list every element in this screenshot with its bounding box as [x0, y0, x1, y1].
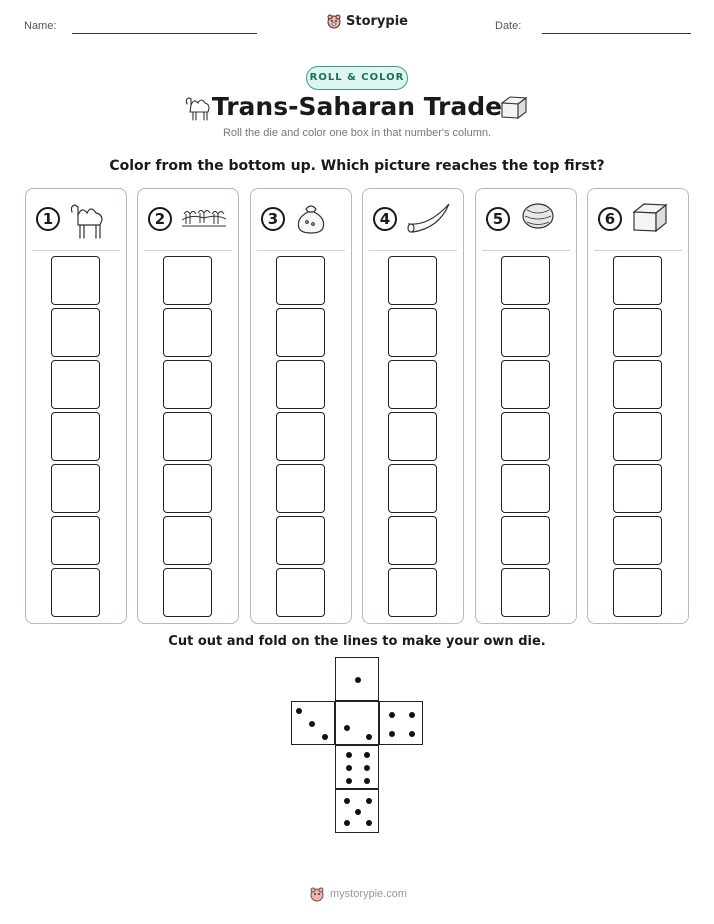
color-box[interactable] [388, 568, 437, 617]
column-number: 5 [486, 207, 510, 231]
color-box[interactable] [613, 360, 662, 409]
brand-name: Storypie [346, 13, 408, 29]
color-box[interactable] [51, 308, 100, 357]
color-box[interactable] [388, 516, 437, 565]
color-box[interactable] [163, 412, 212, 461]
color-box[interactable] [613, 464, 662, 513]
color-box[interactable] [276, 464, 325, 513]
column-number: 4 [373, 207, 397, 231]
die-face-6 [335, 745, 379, 789]
footer-url[interactable]: mystorypie.com [330, 888, 408, 900]
die-pip [389, 731, 395, 737]
die-pip [366, 734, 372, 740]
subtitle: Roll the die and color one box in that number's column. [222, 127, 492, 139]
color-box[interactable] [388, 412, 437, 461]
name-line[interactable] [72, 33, 257, 34]
color-box[interactable] [613, 516, 662, 565]
color-box[interactable] [163, 256, 212, 305]
color-box[interactable] [51, 412, 100, 461]
ivory-tusk-icon [405, 200, 455, 238]
color-box[interactable] [388, 360, 437, 409]
die-pip [355, 677, 361, 683]
column-number: 1 [36, 207, 60, 231]
color-box[interactable] [276, 360, 325, 409]
color-box[interactable] [501, 568, 550, 617]
color-box[interactable] [276, 412, 325, 461]
color-box[interactable] [276, 568, 325, 617]
column-number: 2 [148, 207, 172, 231]
die-face-4 [379, 701, 423, 745]
die-face-5 [335, 789, 379, 833]
die-pip [344, 798, 350, 804]
storypie-mascot-icon [309, 886, 325, 902]
die-pip [389, 712, 395, 718]
color-box[interactable] [51, 516, 100, 565]
die-pip [309, 721, 315, 727]
salt-block-icon [499, 94, 529, 120]
color-box[interactable] [163, 360, 212, 409]
color-box[interactable] [163, 464, 212, 513]
die-pip [409, 712, 415, 718]
page-title: Trans-Saharan Trade [211, 92, 503, 121]
date-label: Date: [495, 20, 522, 32]
color-box[interactable] [388, 308, 437, 357]
color-box[interactable] [51, 360, 100, 409]
column-3 [250, 188, 352, 624]
column-divider [594, 250, 682, 251]
die-pip [409, 731, 415, 737]
storypie-mascot-icon [326, 13, 342, 29]
name-label: Name: [24, 20, 57, 32]
die-pip [364, 765, 370, 771]
date-line[interactable] [542, 33, 691, 34]
color-box[interactable] [51, 256, 100, 305]
column-2 [137, 188, 239, 624]
color-box[interactable] [276, 256, 325, 305]
kola-nut-icon [518, 200, 558, 236]
column-divider [369, 250, 457, 251]
die-face-1 [335, 657, 379, 701]
color-box[interactable] [51, 568, 100, 617]
color-box[interactable] [163, 568, 212, 617]
die-pip [355, 809, 361, 815]
die-pip [364, 752, 370, 758]
column-number: 6 [598, 207, 622, 231]
color-box[interactable] [501, 412, 550, 461]
money-bag-icon [293, 200, 329, 240]
color-box[interactable] [613, 256, 662, 305]
column-divider [482, 250, 570, 251]
footer [309, 886, 407, 902]
caravan-icon [180, 200, 228, 236]
die-pip [346, 778, 352, 784]
column-5 [475, 188, 577, 624]
die-pip [346, 752, 352, 758]
column-6 [587, 188, 689, 624]
die-pip [364, 778, 370, 784]
die-pip [344, 820, 350, 826]
die-face-2 [335, 701, 379, 745]
color-box[interactable] [501, 360, 550, 409]
salt-block-icon [630, 200, 670, 238]
color-box[interactable] [388, 256, 437, 305]
color-box[interactable] [51, 464, 100, 513]
die-pip [346, 765, 352, 771]
color-box[interactable] [501, 464, 550, 513]
cut-instruction: Cut out and fold on the lines to make your own die. [168, 634, 546, 649]
die-pip [296, 708, 302, 714]
color-box[interactable] [613, 568, 662, 617]
column-divider [257, 250, 345, 251]
die-pip [366, 798, 372, 804]
activity-badge: ROLL & COLOR [306, 66, 408, 90]
color-box[interactable] [613, 308, 662, 357]
color-box[interactable] [163, 308, 212, 357]
color-box[interactable] [501, 256, 550, 305]
column-1 [25, 188, 127, 624]
column-number: 3 [261, 207, 285, 231]
die-pip [366, 820, 372, 826]
column-divider [32, 250, 120, 251]
color-box[interactable] [276, 308, 325, 357]
color-box[interactable] [163, 516, 212, 565]
color-box[interactable] [388, 464, 437, 513]
column-4 [362, 188, 464, 624]
color-box[interactable] [501, 308, 550, 357]
die-pip [344, 725, 350, 731]
die-face-3 [291, 701, 335, 745]
color-box[interactable] [276, 516, 325, 565]
die-pip [322, 734, 328, 740]
column-divider [144, 250, 232, 251]
instruction-text: Color from the bottom up. Which picture reaches the top first? [109, 158, 605, 174]
camel-icon [68, 200, 112, 244]
brand-logo [326, 13, 408, 29]
color-box[interactable] [613, 412, 662, 461]
color-box[interactable] [501, 516, 550, 565]
